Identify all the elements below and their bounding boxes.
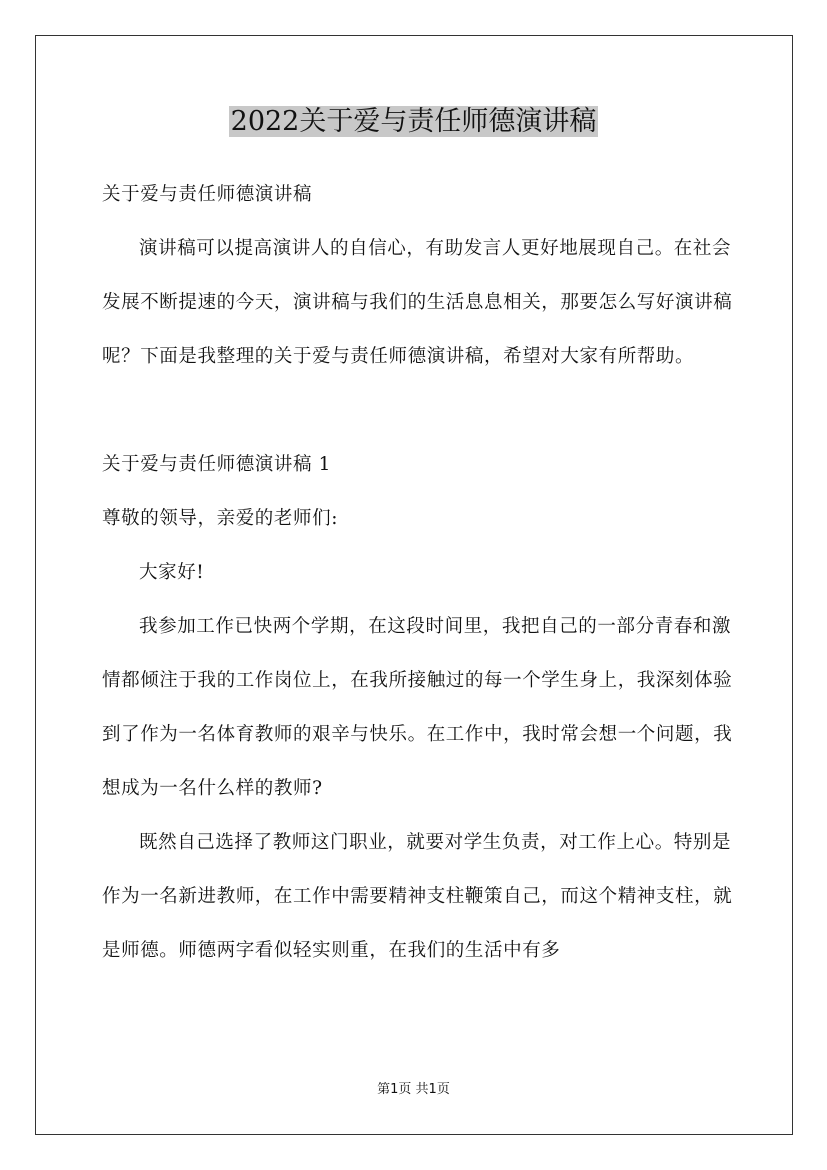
document-title-text: 2022关于爱与责任师德演讲稿	[230, 106, 597, 137]
document-body	[102, 168, 742, 978]
document-title	[0, 100, 827, 144]
body-paragraph-2: 既然自己选择了教师这门职业，就要对学生负责，对工作上心。特别是作为一名新进教师，在工作中需要精神支柱鞭策自己，而这个精神支柱，就是师德。师德两字看似轻实则重，在我们的生活中有多	[102, 832, 733, 961]
document-heading: 关于爱与责任师德演讲稿	[102, 184, 313, 205]
body-paragraph-1: 我参加工作已快两个学期，在这段时间里，我把自己的一部分青春和激情都倾注于我的工作岗位上，在我所接触过的每一个学生身上，我深刻体验到了作为一名体育教师的艰辛与快乐。在工作中，我时常会想一个问题，我想成为一名什么样的教师?	[102, 616, 733, 799]
salutation: 尊敬的领导，亲爱的老师们:	[102, 508, 339, 529]
section-title: 关于爱与责任师德演讲稿 1	[102, 454, 331, 475]
blank-line	[102, 384, 742, 438]
greeting: 大家好!	[139, 562, 205, 583]
page-footer: 第1页 共1页	[377, 1082, 450, 1097]
intro-paragraph: 演讲稿可以提高演讲人的自信心，有助发言人更好地展现自己。在社会发展不断提速的今天，演讲稿与我们的生活息息相关，那要怎么写好演讲稿呢？下面是我整理的关于爱与责任师德演讲稿，希望对大家有所帮助。	[102, 238, 733, 367]
